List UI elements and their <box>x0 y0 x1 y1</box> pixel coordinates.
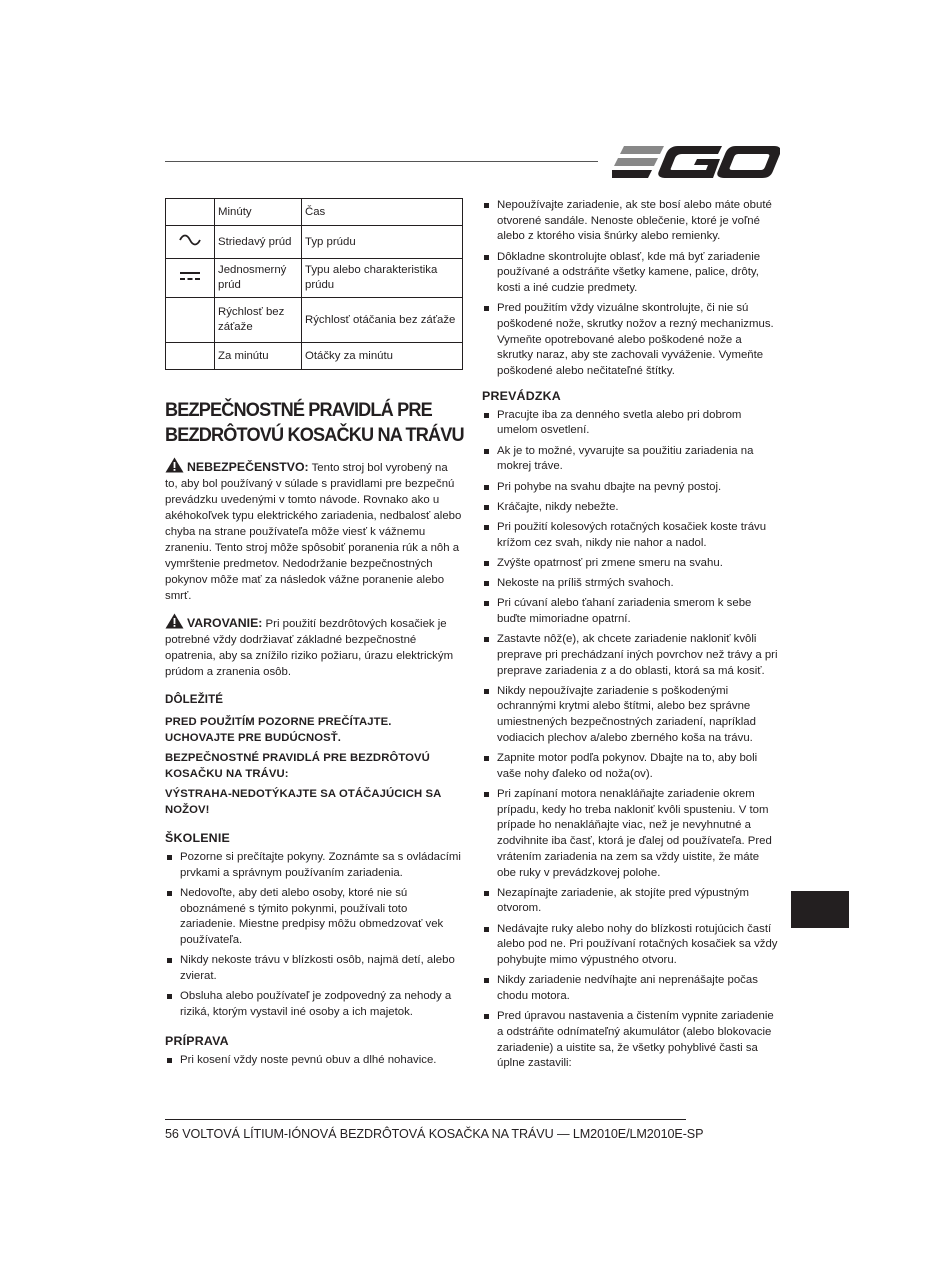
ego-logo <box>612 142 780 182</box>
meaning-cell: Čas <box>302 199 463 226</box>
list-item: Obsluha alebo používateľ je zodpovedný za nehody a riziká, ktorým vystavil iné osoby a ich majetok. <box>165 989 463 1020</box>
list-item: Ak je to možné, vyvarujte sa použitiu zariadenia na mokrej tráve. <box>482 444 780 475</box>
table-row <box>166 259 463 298</box>
list-item: Pozorne si prečítajte pokyny. Zoznámte sa s ovládacími prvkami a správnym používaním zariadenia. <box>165 850 463 881</box>
operation-heading: PREVÁDZKA <box>482 388 561 403</box>
warning-label: VAROVANIE: <box>187 616 263 630</box>
important-line: BEZPEČNOSTNÉ PRAVIDLÁ PRE BEZDRÔTOVÚ KOSAČKU NA TRÁVU: <box>165 752 430 780</box>
list-item: Zvýšte opatrnosť pri zmene smeru na svahu. <box>482 556 780 572</box>
operation-list <box>482 408 780 1072</box>
meaning-cell: Otáčky za minútu <box>302 343 463 370</box>
symbol-cell <box>166 199 215 226</box>
meaning-cell: Typ prúdu <box>302 226 463 259</box>
list-item: Nikdy zariadenie nedvíhajte ani neprenášajte počas chodu motora. <box>482 973 780 1004</box>
important-line: PRED POUŽITÍM POZORNE PREČÍTAJTE. UCHOVAJTE PRE BUDÚCNOSŤ. <box>165 716 392 744</box>
list-item: Nezapínajte zariadenie, ak stojíte pred výpustným otvorom. <box>482 886 780 917</box>
symbol-cell <box>166 298 215 343</box>
term-cell: Jednosmerný prúd <box>215 259 302 298</box>
list-item: Pred použitím vždy vizuálne skontrolujte, či nie sú poškodené nože, skrutky nožov a rezný mechanizmus. Vymeňte opotrebované alebo poškodené nože a skrutky naraz, aby ste zachovali vyváženie. Vymeňte poškodené alebo nečitateľné štítky. <box>482 301 780 380</box>
list-item: Pri pohybe na svahu dbajte na pevný postoj. <box>482 480 780 496</box>
list-item: Dôkladne skontrolujte oblasť, kde má byť zariadenie používané a odstráňte všetky kamene, palice, drôty, kosti a iné cudzie predmety. <box>482 250 780 297</box>
list-item: Nepoužívajte zariadenie, ak ste bosí alebo máte obuté otvorené sandále. Nenoste oblečenie, ktoré je voľné alebo z ktorého visia šnúrky alebo remienky. <box>482 198 780 245</box>
preparation-list <box>165 1053 463 1069</box>
term-cell: Striedavý prúd <box>215 226 302 259</box>
left-column <box>165 198 463 1073</box>
table-row <box>166 343 463 370</box>
table-row <box>166 226 463 259</box>
danger-text: Tento stroj bol vyrobený na to, aby bol používaný v súlade s pravidlami pre bezpečnú prevádzku uvedenými v tomto návode. Rovnako ako u akéhokoľvek typu elektrického zariadenia, nedbalosť alebo chyba na strane používateľa môže viesť k vážnemu zraneniu. Tento stroj môže spôsobiť poranenia rúk a nôh a vymrštenie predmetov. Nedodržanie bezpečnostných pokynov môže mať za následok vážne poranenie alebo smrť. <box>165 462 462 602</box>
list-item: Pri kosení vždy noste pevnú obuv a dlhé nohavice. <box>165 1053 463 1069</box>
warning-triangle-icon <box>165 613 184 628</box>
warning-triangle-icon <box>165 457 184 472</box>
term-cell: Rýchlosť bez záťaže <box>215 298 302 343</box>
table-row <box>166 199 463 226</box>
list-item: Zastavte nôž(e), ak chcete zariadenie nakloniť kvôli preprave pri prechádzaní iných povrchov než trávy a pri preprave zariadenia z a do oblasti, ktorá sa má kosiť. <box>482 632 780 679</box>
list-item: Pri použití kolesových rotačných kosačiek koste trávu krížom cez svah, nikdy nie nahor a nadol. <box>482 520 780 551</box>
alternating-current-icon <box>179 237 201 249</box>
term-cell: Minúty <box>215 199 302 226</box>
list-item: Pri zapínaní motora nenakláňajte zariadenie okrem prípadu, kedy ho treba nakloniť kvôli spusteniu. V tom prípade ho nenakláňajte viac, než je nevyhnutné a zodvihnite iba časť, ktorá je ďalej od používateľa. Pred vrátením zariadenia na zem sa vždy uistite, že máte obe ruky v prevádzkovej polohe. <box>482 787 780 881</box>
language-tab-marker <box>791 891 849 928</box>
symbol-table <box>165 198 463 370</box>
list-item: Nikdy nekoste trávu v blízkosti osôb, najmä detí, alebo zvierat. <box>165 953 463 984</box>
training-list <box>165 850 463 1021</box>
symbol-cell <box>166 259 215 298</box>
list-item: Pracujte iba za denného svetla alebo pri dobrom umelom osvetlení. <box>482 408 780 439</box>
direct-current-icon <box>179 273 201 285</box>
danger-label: NEBEZPEČENSTVO: <box>187 460 309 474</box>
section-title-line1: BEZPEČNOSTNÉ PRAVIDLÁ PRE <box>165 399 432 421</box>
section-title-line2: BEZDRÔTOVÚ KOSAČKU NA TRÁVU <box>165 424 464 446</box>
symbol-cell <box>166 343 215 370</box>
warning-text: Pri použití bezdrôtových kosačiek je potrebné vždy dodržiavať základné bezpečnostné opatrenia, aby sa znížilo riziko požiaru, úrazu elektrickým prúdom a zranenia osôb. <box>165 618 454 678</box>
list-item: Nekoste na príliš strmých svahoch. <box>482 576 780 592</box>
preparation-list-continued <box>482 198 780 380</box>
section-title <box>165 398 464 448</box>
list-item: Pred úpravou nastavenia a čistením vypnite zariadenie a odstráňte odnímateľný akumulátor (alebo blokovacie zariadenie) a uistite sa, že všetky pohyblivé časti sa úplne zastavili: <box>482 1009 780 1072</box>
symbol-cell <box>166 226 215 259</box>
list-item: Nedovoľte, aby deti alebo osoby, ktoré nie sú oboznámené s týmito pokynmi, používali toto zariadenie. Miestne predpisy môžu obmedzovať vek používateľa. <box>165 886 463 949</box>
meaning-cell: Rýchlosť otáčania bez záťaže <box>302 298 463 343</box>
term-cell: Za minútu <box>215 343 302 370</box>
meaning-cell: Typu alebo charakteristika prúdu <box>302 259 463 298</box>
list-item: Nedávajte ruky alebo nohy do blízkosti rotujúcich častí alebo pod ne. Pri používaní rotačných kosačiek sa vždy pohybujte mimo výpustného otvoru. <box>482 922 780 969</box>
right-column <box>482 198 780 1076</box>
list-item: Nikdy nepoužívajte zariadenie s poškodenými ochrannými krytmi alebo štítmi, alebo bez správne umiestnených bezpečnostných zariadení, napríklad vodiacich plechov a/alebo zberného koša na trávu. <box>482 684 780 747</box>
table-row <box>166 298 463 343</box>
danger-paragraph <box>165 457 463 604</box>
list-item: Pri cúvaní alebo ťahaní zariadenia smerom k sebe buďte mimoriadne opatrní. <box>482 596 780 627</box>
important-heading: DÔLEŽITÉ <box>165 693 224 706</box>
footer-rule <box>165 1119 686 1120</box>
header-rule <box>165 161 598 162</box>
preparation-heading: PRÍPRAVA <box>165 1033 229 1048</box>
training-heading: ŠKOLENIE <box>165 831 230 845</box>
list-item: Kráčajte, nikdy nebežte. <box>482 500 780 516</box>
important-line: VÝSTRAHA-NEDOTÝKAJTE SA OTÁČAJÚCICH SA NOŽOV! <box>165 788 441 816</box>
list-item: Zapnite motor podľa pokynov. Dbajte na to, aby boli vaše nohy ďaleko od noža(ov). <box>482 751 780 782</box>
warning-paragraph <box>165 613 463 680</box>
page-footer: 56 VOLTOVÁ LÍTIUM-IÓNOVÁ BEZDRÔTOVÁ KOSAČKA NA TRÁVU — LM2010E/LM2010E-SP <box>165 1127 704 1141</box>
